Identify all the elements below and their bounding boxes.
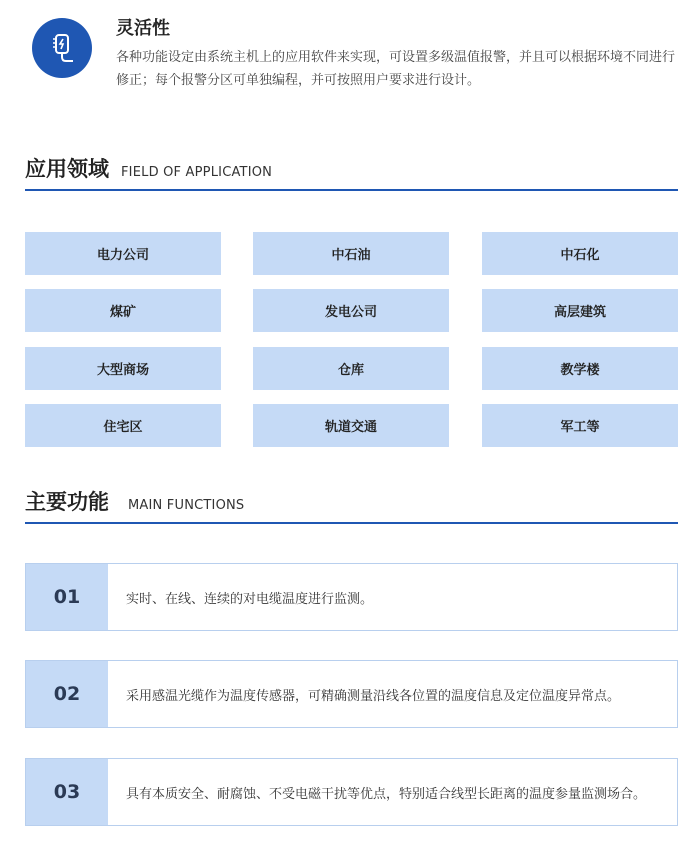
application-title-cn: 应用领域 <box>25 157 109 181</box>
function-number: 01 <box>26 564 108 630</box>
application-item: 轨道交通 <box>253 404 449 447</box>
application-header <box>25 157 678 191</box>
cable-plug-icon <box>32 18 92 78</box>
function-number: 02 <box>26 661 108 727</box>
application-item: 教学楼 <box>482 347 678 390</box>
application-grid <box>25 232 678 447</box>
application-item: 住宅区 <box>25 404 221 447</box>
application-item: 中石油 <box>253 232 449 275</box>
function-row <box>25 563 678 631</box>
application-title-en: FIELD OF APPLICATION <box>121 165 273 180</box>
function-number: 03 <box>26 759 108 825</box>
function-row <box>25 758 678 826</box>
application-item: 高层建筑 <box>482 289 678 332</box>
functions-title-cn: 主要功能 <box>25 490 109 514</box>
function-text: 具有本质安全、耐腐蚀、不受电磁干扰等优点，特别适合线型长距离的温度参量监测场合。 <box>126 786 647 802</box>
function-text: 采用感温光缆作为温度传感器，可精确测量沿线各位置的温度信息及定位温度异常点。 <box>126 688 621 704</box>
application-item: 大型商场 <box>25 347 221 390</box>
function-text: 实时、在线、连续的对电缆温度进行监测。 <box>126 591 374 607</box>
application-item: 军工等 <box>482 404 678 447</box>
application-item: 仓库 <box>253 347 449 390</box>
flexibility-section <box>0 0 700 120</box>
application-item: 中石化 <box>482 232 678 275</box>
application-item: 煤矿 <box>25 289 221 332</box>
functions-title-en: MAIN FUNCTIONS <box>128 498 245 513</box>
function-row <box>25 660 678 728</box>
application-item: 发电公司 <box>253 289 449 332</box>
functions-header <box>25 490 678 524</box>
application-item: 电力公司 <box>25 232 221 275</box>
flexibility-description: 各种功能设定由系统主机上的应用软件来实现，可设置多级温值报警，并且可以根据环境不同进行修正；每个报警分区可单独编程，并可按照用户要求进行设计。 <box>116 50 676 88</box>
flexibility-title: 灵活性 <box>116 18 170 39</box>
